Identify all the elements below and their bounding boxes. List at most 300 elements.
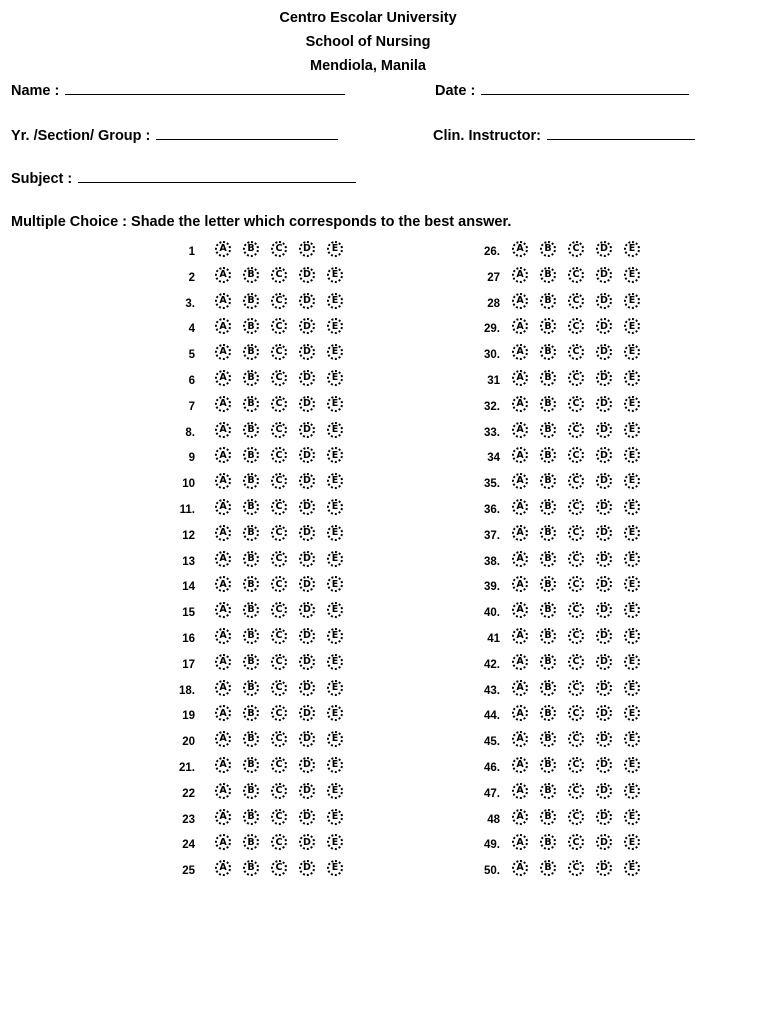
choice-bubble-e[interactable]: E bbox=[327, 834, 343, 850]
choice-bubble-b[interactable]: B bbox=[243, 525, 259, 541]
choice-bubble-a[interactable]: A bbox=[512, 370, 528, 386]
choice-bubble-e[interactable]: E bbox=[624, 447, 640, 463]
choice-bubble-b[interactable]: B bbox=[243, 473, 259, 489]
choice-bubble-d[interactable]: D bbox=[299, 783, 315, 799]
date-blank[interactable] bbox=[481, 80, 689, 95]
choice-bubble-b[interactable]: B bbox=[540, 809, 556, 825]
choice-bubble-d[interactable]: D bbox=[299, 628, 315, 644]
choice-bubble-d[interactable]: D bbox=[596, 551, 612, 567]
choice-bubble-b[interactable]: B bbox=[540, 654, 556, 670]
choice-bubble-d[interactable]: D bbox=[596, 576, 612, 592]
choice-bubble-d[interactable]: D bbox=[299, 834, 315, 850]
choice-bubble-b[interactable]: B bbox=[243, 318, 259, 334]
choice-bubble-c[interactable]: C bbox=[568, 576, 584, 592]
choice-bubble-e[interactable]: E bbox=[624, 654, 640, 670]
question-number: 41 bbox=[487, 632, 500, 645]
choice-bubble-d[interactable]: D bbox=[299, 525, 315, 541]
choice-bubble-d[interactable]: D bbox=[299, 396, 315, 412]
choice-bubble-e[interactable]: E bbox=[624, 628, 640, 644]
choice-bubble-c[interactable]: C bbox=[568, 473, 584, 489]
choice-bubble-a[interactable]: A bbox=[215, 602, 231, 618]
choice-bubble-d[interactable]: D bbox=[299, 576, 315, 592]
choice-bubble-a[interactable]: A bbox=[512, 318, 528, 334]
choice-bubble-a[interactable]: A bbox=[512, 602, 528, 618]
choice-bubble-a[interactable]: A bbox=[215, 860, 231, 876]
choice-bubble-d[interactable]: D bbox=[596, 809, 612, 825]
choice-bubble-c[interactable]: C bbox=[271, 628, 287, 644]
choice-bubble-a[interactable]: A bbox=[512, 860, 528, 876]
choice-bubble-a[interactable]: A bbox=[215, 293, 231, 309]
choice-bubble-b[interactable]: B bbox=[540, 344, 556, 360]
choice-bubble-d[interactable]: D bbox=[299, 370, 315, 386]
choice-bubbles bbox=[512, 783, 652, 799]
question-number: 22 bbox=[182, 787, 195, 800]
choice-bubble-c[interactable]: C bbox=[568, 551, 584, 567]
choice-bubble-a[interactable]: A bbox=[512, 705, 528, 721]
choice-bubble-a[interactable]: A bbox=[512, 809, 528, 825]
choice-bubble-c[interactable]: C bbox=[568, 525, 584, 541]
choice-bubble-c[interactable]: C bbox=[271, 576, 287, 592]
choice-bubble-b[interactable]: B bbox=[540, 705, 556, 721]
choice-bubbles bbox=[215, 241, 355, 257]
choice-bubble-b[interactable]: B bbox=[540, 525, 556, 541]
choice-bubbles bbox=[512, 344, 652, 360]
choice-bubble-d[interactable]: D bbox=[596, 473, 612, 489]
choice-bubble-b[interactable]: B bbox=[243, 757, 259, 773]
choice-bubble-e[interactable]: E bbox=[327, 473, 343, 489]
choice-bubble-d[interactable]: D bbox=[596, 783, 612, 799]
choice-bubble-a[interactable]: A bbox=[512, 447, 528, 463]
choice-bubble-d[interactable]: D bbox=[299, 241, 315, 257]
choice-bubble-a[interactable]: A bbox=[215, 680, 231, 696]
choice-bubble-c[interactable]: C bbox=[568, 783, 584, 799]
choice-bubble-c[interactable]: C bbox=[271, 293, 287, 309]
choice-bubble-a[interactable]: A bbox=[512, 654, 528, 670]
choice-bubble-a[interactable]: A bbox=[215, 705, 231, 721]
choice-bubble-c[interactable]: C bbox=[568, 370, 584, 386]
choice-bubble-d[interactable]: D bbox=[299, 809, 315, 825]
choice-bubble-d[interactable]: D bbox=[299, 551, 315, 567]
choice-bubble-a[interactable]: A bbox=[512, 396, 528, 412]
question-number: 1 bbox=[188, 246, 195, 258]
choice-bubbles bbox=[215, 860, 355, 876]
name-blank[interactable] bbox=[65, 80, 345, 95]
choice-bubble-d[interactable]: D bbox=[596, 396, 612, 412]
choice-bubbles bbox=[512, 680, 652, 696]
choice-bubble-d[interactable]: D bbox=[596, 705, 612, 721]
choice-bubble-c[interactable]: C bbox=[271, 344, 287, 360]
choice-bubble-e[interactable]: E bbox=[327, 860, 343, 876]
section-blank[interactable] bbox=[156, 125, 338, 140]
choice-bubble-a[interactable]: A bbox=[215, 551, 231, 567]
choice-bubble-a[interactable]: A bbox=[215, 809, 231, 825]
choice-bubble-c[interactable]: C bbox=[271, 422, 287, 438]
choice-bubble-a[interactable]: A bbox=[512, 834, 528, 850]
choice-bubble-b[interactable]: B bbox=[243, 680, 259, 696]
choice-bubble-e[interactable]: E bbox=[624, 705, 640, 721]
choice-bubble-a[interactable]: A bbox=[215, 525, 231, 541]
choice-bubble-e[interactable]: E bbox=[624, 834, 640, 850]
question-number: 24 bbox=[182, 839, 195, 852]
choice-bubble-e[interactable]: E bbox=[624, 783, 640, 799]
choice-bubble-b[interactable]: B bbox=[243, 628, 259, 644]
choice-bubble-b[interactable]: B bbox=[243, 267, 259, 283]
choice-bubble-e[interactable]: E bbox=[327, 318, 343, 334]
choice-bubble-a[interactable]: A bbox=[512, 499, 528, 515]
choice-bubble-a[interactable]: A bbox=[215, 757, 231, 773]
choice-bubble-c[interactable]: C bbox=[271, 396, 287, 412]
question-number: 2 bbox=[188, 271, 195, 284]
choice-bubble-b[interactable]: B bbox=[540, 757, 556, 773]
choice-bubble-b[interactable]: B bbox=[540, 422, 556, 438]
choice-bubble-e[interactable]: E bbox=[624, 422, 640, 438]
choice-bubble-a[interactable]: A bbox=[512, 473, 528, 489]
choice-bubble-b[interactable]: B bbox=[243, 396, 259, 412]
choice-bubble-e[interactable]: E bbox=[327, 422, 343, 438]
choice-bubble-d[interactable]: D bbox=[596, 654, 612, 670]
section-field[interactable] bbox=[11, 125, 338, 145]
choice-bubbles bbox=[215, 731, 355, 747]
choice-bubble-a[interactable]: A bbox=[512, 757, 528, 773]
choice-bubble-a[interactable]: A bbox=[512, 551, 528, 567]
choice-bubble-e[interactable]: E bbox=[327, 499, 343, 515]
choice-bubble-b[interactable]: B bbox=[243, 705, 259, 721]
choice-bubble-e[interactable]: E bbox=[327, 757, 343, 773]
instructor-field[interactable] bbox=[433, 125, 695, 145]
choice-bubble-e[interactable]: E bbox=[327, 705, 343, 721]
choice-bubble-a[interactable]: A bbox=[215, 447, 231, 463]
choice-bubble-c[interactable]: C bbox=[568, 628, 584, 644]
choice-bubble-e[interactable]: E bbox=[327, 731, 343, 747]
question-number: 42. bbox=[484, 658, 500, 671]
choice-bubble-c[interactable]: C bbox=[271, 654, 287, 670]
choice-bubble-d[interactable]: D bbox=[299, 705, 315, 721]
choice-bubble-e[interactable]: E bbox=[624, 680, 640, 696]
school-name: School of Nursing bbox=[305, 34, 431, 50]
question-number: 29. bbox=[484, 323, 500, 336]
choice-bubble-d[interactable]: D bbox=[299, 422, 315, 438]
choice-bubble-b[interactable]: B bbox=[540, 628, 556, 644]
choice-bubble-a[interactable]: A bbox=[215, 344, 231, 360]
choice-bubble-d[interactable]: D bbox=[596, 293, 612, 309]
choice-bubble-a[interactable]: A bbox=[215, 783, 231, 799]
choice-bubble-a[interactable]: A bbox=[215, 473, 231, 489]
choice-bubble-c[interactable]: C bbox=[568, 680, 584, 696]
choice-bubble-e[interactable]: E bbox=[624, 370, 640, 386]
choice-bubble-c[interactable]: C bbox=[568, 731, 584, 747]
choice-bubble-a[interactable]: A bbox=[512, 525, 528, 541]
choice-bubble-e[interactable]: E bbox=[327, 344, 343, 360]
choice-bubble-c[interactable]: C bbox=[271, 834, 287, 850]
choice-bubble-e[interactable]: E bbox=[327, 602, 343, 618]
choice-bubble-c[interactable]: C bbox=[271, 525, 287, 541]
choice-bubble-a[interactable]: A bbox=[215, 834, 231, 850]
choice-bubbles bbox=[215, 628, 355, 644]
choice-bubble-d[interactable]: D bbox=[299, 757, 315, 773]
choice-bubble-c[interactable]: C bbox=[271, 473, 287, 489]
choice-bubble-e[interactable]: E bbox=[624, 576, 640, 592]
choice-bubble-b[interactable]: B bbox=[540, 551, 556, 567]
question-number: 8. bbox=[185, 426, 195, 439]
choice-bubble-c[interactable]: C bbox=[271, 241, 287, 257]
subject-label: Subject : bbox=[11, 171, 73, 187]
choice-bubble-c[interactable]: C bbox=[568, 447, 584, 463]
choice-bubble-c[interactable]: C bbox=[271, 551, 287, 567]
choice-bubble-b[interactable]: B bbox=[540, 370, 556, 386]
date-field[interactable] bbox=[435, 80, 689, 100]
choice-bubble-c[interactable]: C bbox=[271, 267, 287, 283]
choice-bubble-e[interactable]: E bbox=[327, 396, 343, 412]
question-number: 20 bbox=[182, 736, 195, 749]
choice-bubble-e[interactable]: E bbox=[624, 499, 640, 515]
subject-field[interactable] bbox=[11, 168, 356, 188]
choice-bubble-e[interactable]: E bbox=[624, 525, 640, 541]
choice-bubble-e[interactable]: E bbox=[624, 241, 640, 257]
choice-bubble-e[interactable]: E bbox=[327, 525, 343, 541]
choice-bubble-d[interactable]: D bbox=[596, 757, 612, 773]
name-field[interactable] bbox=[11, 80, 345, 100]
choice-bubble-c[interactable]: C bbox=[568, 654, 584, 670]
choice-bubble-d[interactable]: D bbox=[596, 860, 612, 876]
choice-bubble-b[interactable]: B bbox=[540, 241, 556, 257]
question-number: 40. bbox=[484, 607, 500, 620]
question-number: 3. bbox=[185, 297, 195, 310]
choice-bubble-c[interactable]: C bbox=[271, 370, 287, 386]
choice-bubble-e[interactable]: E bbox=[327, 241, 343, 257]
choice-bubble-e[interactable]: E bbox=[624, 809, 640, 825]
choice-bubble-b[interactable]: B bbox=[243, 654, 259, 670]
choice-bubbles bbox=[215, 834, 355, 850]
choice-bubble-d[interactable]: D bbox=[596, 267, 612, 283]
choice-bubble-c[interactable]: C bbox=[271, 318, 287, 334]
choice-bubbles bbox=[512, 318, 652, 334]
choice-bubble-d[interactable]: D bbox=[299, 318, 315, 334]
choice-bubble-b[interactable]: B bbox=[243, 834, 259, 850]
subject-blank[interactable] bbox=[78, 168, 356, 183]
choice-bubble-e[interactable]: E bbox=[624, 396, 640, 412]
choice-bubble-a[interactable]: A bbox=[512, 783, 528, 799]
choice-bubbles bbox=[215, 447, 355, 463]
choice-bubble-b[interactable]: B bbox=[540, 499, 556, 515]
question-number: 50. bbox=[484, 865, 500, 878]
choice-bubble-d[interactable]: D bbox=[596, 834, 612, 850]
choice-bubble-b[interactable]: B bbox=[540, 731, 556, 747]
choice-bubble-e[interactable]: E bbox=[327, 551, 343, 567]
choice-bubble-d[interactable]: D bbox=[299, 680, 315, 696]
choice-bubble-d[interactable]: D bbox=[299, 447, 315, 463]
choice-bubble-d[interactable]: D bbox=[299, 267, 315, 283]
question-number: 35. bbox=[484, 478, 500, 491]
choice-bubble-e[interactable]: E bbox=[624, 344, 640, 360]
choice-bubble-c[interactable]: C bbox=[271, 783, 287, 799]
choice-bubble-c[interactable]: C bbox=[568, 809, 584, 825]
choice-bubble-b[interactable]: B bbox=[540, 602, 556, 618]
choice-bubble-c[interactable]: C bbox=[568, 293, 584, 309]
choice-bubble-e[interactable]: E bbox=[624, 318, 640, 334]
choice-bubble-b[interactable]: B bbox=[243, 499, 259, 515]
choice-bubble-a[interactable]: A bbox=[215, 628, 231, 644]
choice-bubble-a[interactable]: A bbox=[215, 499, 231, 515]
choice-bubble-e[interactable]: E bbox=[624, 602, 640, 618]
choice-bubble-b[interactable]: B bbox=[540, 396, 556, 412]
choice-bubble-b[interactable]: B bbox=[540, 267, 556, 283]
choice-bubble-a[interactable]: A bbox=[215, 654, 231, 670]
choice-bubble-b[interactable]: B bbox=[540, 576, 556, 592]
choice-bubble-d[interactable]: D bbox=[299, 344, 315, 360]
choice-bubble-e[interactable]: E bbox=[327, 447, 343, 463]
question-number: 10 bbox=[182, 478, 195, 491]
choice-bubble-b[interactable]: B bbox=[243, 293, 259, 309]
choice-bubble-d[interactable]: D bbox=[299, 499, 315, 515]
choice-bubble-a[interactable]: A bbox=[215, 576, 231, 592]
choice-bubbles bbox=[512, 422, 652, 438]
choice-bubble-d[interactable]: D bbox=[596, 422, 612, 438]
choice-bubble-e[interactable]: E bbox=[624, 267, 640, 283]
choice-bubble-c[interactable]: C bbox=[568, 602, 584, 618]
choice-bubble-b[interactable]: B bbox=[243, 241, 259, 257]
question-number: 34 bbox=[487, 452, 500, 465]
choice-bubble-e[interactable]: E bbox=[327, 370, 343, 386]
choice-bubble-d[interactable]: D bbox=[596, 318, 612, 334]
choice-bubble-a[interactable]: A bbox=[215, 267, 231, 283]
choice-bubble-a[interactable]: A bbox=[215, 731, 231, 747]
choice-bubbles bbox=[215, 293, 355, 309]
question-number: 25 bbox=[182, 865, 195, 878]
choice-bubble-c[interactable]: C bbox=[271, 602, 287, 618]
choice-bubble-b[interactable]: B bbox=[540, 293, 556, 309]
choice-bubble-d[interactable]: D bbox=[299, 654, 315, 670]
choice-bubble-c[interactable]: C bbox=[568, 860, 584, 876]
choice-bubble-e[interactable]: E bbox=[624, 757, 640, 773]
choice-bubble-b[interactable]: B bbox=[243, 422, 259, 438]
choice-bubble-c[interactable]: C bbox=[568, 705, 584, 721]
choice-bubble-d[interactable]: D bbox=[596, 344, 612, 360]
choice-bubble-d[interactable]: D bbox=[299, 860, 315, 876]
choice-bubble-d[interactable]: D bbox=[596, 602, 612, 618]
choice-bubble-d[interactable]: D bbox=[596, 447, 612, 463]
choice-bubble-c[interactable]: C bbox=[568, 344, 584, 360]
choice-bubble-a[interactable]: A bbox=[512, 267, 528, 283]
choice-bubble-b[interactable]: B bbox=[243, 602, 259, 618]
choice-bubble-c[interactable]: C bbox=[271, 447, 287, 463]
choice-bubble-c[interactable]: C bbox=[271, 757, 287, 773]
choice-bubbles bbox=[215, 576, 355, 592]
choice-bubble-b[interactable]: B bbox=[243, 447, 259, 463]
choice-bubble-d[interactable]: D bbox=[596, 525, 612, 541]
choice-bubble-a[interactable]: A bbox=[215, 422, 231, 438]
choice-bubble-a[interactable]: A bbox=[215, 318, 231, 334]
choice-bubble-a[interactable]: A bbox=[512, 293, 528, 309]
choice-bubble-b[interactable]: B bbox=[540, 318, 556, 334]
choice-bubble-b[interactable]: B bbox=[540, 834, 556, 850]
choice-bubble-d[interactable]: D bbox=[596, 731, 612, 747]
choice-bubble-e[interactable]: E bbox=[327, 680, 343, 696]
choice-bubble-e[interactable]: E bbox=[327, 628, 343, 644]
choice-bubble-a[interactable]: A bbox=[512, 241, 528, 257]
choice-bubble-a[interactable]: A bbox=[215, 241, 231, 257]
choice-bubbles bbox=[512, 809, 652, 825]
choice-bubble-c[interactable]: C bbox=[271, 705, 287, 721]
choice-bubble-e[interactable]: E bbox=[624, 293, 640, 309]
choice-bubble-c[interactable]: C bbox=[568, 318, 584, 334]
choice-bubble-d[interactable]: D bbox=[299, 731, 315, 747]
question-number: 13 bbox=[182, 555, 195, 568]
choice-bubble-e[interactable]: E bbox=[327, 293, 343, 309]
choice-bubble-a[interactable]: A bbox=[512, 680, 528, 696]
question-number: 43. bbox=[484, 684, 500, 697]
choice-bubble-e[interactable]: E bbox=[327, 809, 343, 825]
choice-bubble-a[interactable]: A bbox=[215, 370, 231, 386]
question-number: 32. bbox=[484, 400, 500, 413]
choice-bubble-b[interactable]: B bbox=[243, 370, 259, 386]
choice-bubble-d[interactable]: D bbox=[596, 241, 612, 257]
choice-bubble-c[interactable]: C bbox=[271, 809, 287, 825]
choice-bubble-e[interactable]: E bbox=[624, 731, 640, 747]
choice-bubble-a[interactable]: A bbox=[512, 344, 528, 360]
choice-bubble-d[interactable]: D bbox=[596, 680, 612, 696]
choice-bubble-b[interactable]: B bbox=[243, 551, 259, 567]
choice-bubbles bbox=[512, 241, 652, 257]
choice-bubble-c[interactable]: C bbox=[271, 731, 287, 747]
choice-bubble-a[interactable]: A bbox=[512, 576, 528, 592]
choice-bubble-b[interactable]: B bbox=[540, 860, 556, 876]
choice-bubble-b[interactable]: B bbox=[243, 860, 259, 876]
choice-bubbles bbox=[512, 576, 652, 592]
choice-bubble-b[interactable]: B bbox=[243, 344, 259, 360]
choice-bubble-e[interactable]: E bbox=[624, 473, 640, 489]
choice-bubble-d[interactable]: D bbox=[299, 473, 315, 489]
choice-bubble-b[interactable]: B bbox=[243, 783, 259, 799]
choice-bubble-d[interactable]: D bbox=[596, 499, 612, 515]
choice-bubble-c[interactable]: C bbox=[568, 499, 584, 515]
choice-bubble-b[interactable]: B bbox=[243, 731, 259, 747]
choice-bubble-d[interactable]: D bbox=[299, 602, 315, 618]
choice-bubble-e[interactable]: E bbox=[327, 654, 343, 670]
choice-bubble-a[interactable]: A bbox=[512, 422, 528, 438]
choice-bubble-b[interactable]: B bbox=[540, 473, 556, 489]
choice-bubble-c[interactable]: C bbox=[271, 499, 287, 515]
choice-bubble-d[interactable]: D bbox=[596, 628, 612, 644]
choice-bubbles bbox=[512, 834, 652, 850]
choice-bubble-b[interactable]: B bbox=[540, 783, 556, 799]
choice-bubble-d[interactable]: D bbox=[596, 370, 612, 386]
choice-bubble-c[interactable]: C bbox=[568, 241, 584, 257]
choice-bubble-e[interactable]: E bbox=[327, 783, 343, 799]
choice-bubble-b[interactable]: B bbox=[540, 680, 556, 696]
choice-bubble-c[interactable]: C bbox=[568, 757, 584, 773]
choice-bubbles bbox=[215, 680, 355, 696]
choice-bubbles bbox=[512, 499, 652, 515]
choice-bubble-e[interactable]: E bbox=[327, 576, 343, 592]
choice-bubble-a[interactable]: A bbox=[512, 731, 528, 747]
choice-bubble-c[interactable]: C bbox=[271, 860, 287, 876]
choice-bubble-c[interactable]: C bbox=[568, 834, 584, 850]
choice-bubble-a[interactable]: A bbox=[215, 396, 231, 412]
choice-bubble-c[interactable]: C bbox=[271, 680, 287, 696]
choice-bubble-b[interactable]: B bbox=[540, 447, 556, 463]
choice-bubble-e[interactable]: E bbox=[624, 551, 640, 567]
instructor-blank[interactable] bbox=[547, 125, 695, 140]
choice-bubble-c[interactable]: C bbox=[568, 267, 584, 283]
choice-bubble-e[interactable]: E bbox=[624, 860, 640, 876]
choice-bubble-a[interactable]: A bbox=[512, 628, 528, 644]
choice-bubble-b[interactable]: B bbox=[243, 809, 259, 825]
choice-bubble-b[interactable]: B bbox=[243, 576, 259, 592]
choice-bubble-c[interactable]: C bbox=[568, 396, 584, 412]
choice-bubble-e[interactable]: E bbox=[327, 267, 343, 283]
choice-bubble-c[interactable]: C bbox=[568, 422, 584, 438]
choice-bubble-d[interactable]: D bbox=[299, 293, 315, 309]
